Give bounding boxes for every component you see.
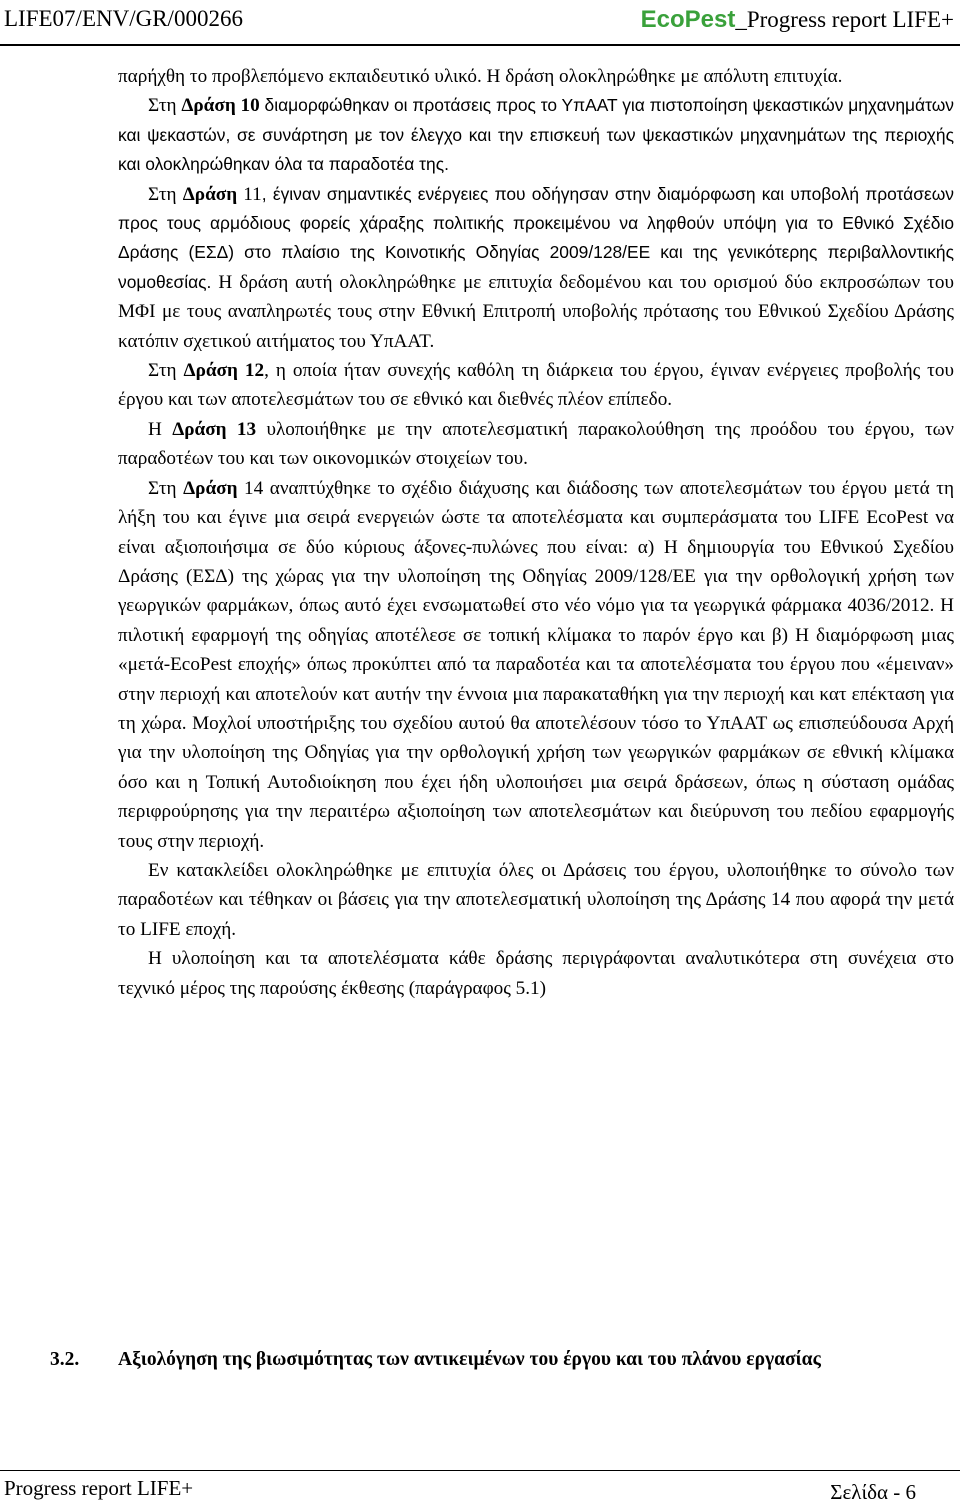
paragraph-action-10: Στη Δράση 10 διαμορφώθηκαν οι προτάσεις προς το ΥπΑΑΤ για πιστοποίηση ψεκαστικών μηχανημάτων και ψεκαστών, σε συνάρτηση με τον έλεγχο και την επισκευή των ψεκαστικών μηχανημάτων της περιοχής και ολοκληρώθηκαν όλα τα παραδοτέα της. [118, 95, 954, 175]
paragraph-intro: παρήχθη το προβλεπόμενο εκπαιδευτικό υλικό. Η δράση ολοκληρώθηκε με απόλυτη επιτυχία. [118, 66, 843, 87]
section-title: Αξιολόγηση της βιωσιμότητας των αντικειμένων του έργου και του πλάνου εργασίας [118, 1349, 821, 1370]
footer-report-title: Progress report LIFE+ [4, 1476, 194, 1500]
brand-name: EcoPest [640, 6, 736, 33]
header-report-title [641, 6, 954, 34]
page-header [0, 0, 960, 46]
paragraph-reference: Η υλοποίηση και τα αποτελέσματα κάθε δράσης περιγράφονται αναλυτικότερα στη συνέχεια στο τεχνικό μέρος της παρούσης έκθεσης (παράγραφος 5.1) [118, 948, 954, 999]
report-suffix: _Progress report LIFE+ [735, 7, 954, 32]
action-12-label: Δράση 12 [183, 360, 265, 382]
body-text [118, 62, 954, 1003]
action-13-label: Δράση 13 [172, 418, 257, 440]
action-11-label: Δράση [182, 183, 238, 205]
paragraph-action-13: Η Δράση 13 υλοποιήθηκε με την αποτελεσματική παρακολούθηση της προόδου του έργου, των παραδοτέων του και των οικονομικών στοιχείων του. [118, 418, 954, 470]
project-code: LIFE07/ENV/GR/000266 [4, 6, 243, 31]
paragraph-action-12: Στη Δράση 12, η οποία ήταν συνεχής καθόλη τη διάρκεια του έργου, έγιναν ενέργειες προβολής του έργου και των αποτελεσμάτων του σε εθνικό και διεθνές πλέον επίπεδο. [118, 360, 954, 411]
paragraph-conclusion: Εν κατακλείδει ολοκληρώθηκε με επιτυχία όλες οι Δράσεις του έργου, υλοποιήθηκε το σύνολο των παραδοτέων και τέθηκαν οι βάσεις για την αποτελεσματική υλοποίηση της Δράσης 14 που αφορά την μετά το LIFE εποχή. [118, 859, 954, 940]
paragraph-action-11: Στη Δράση 11, έγιναν σημαντικές ενέργειες που οδήγησαν στην διαμόρφωση και υποβολή προτάσεων προς τους αρμόδιους φορείς χάραξης πολιτικής προκειμένου να ληφθούν υπόψη για το Εθνικό Σχέδιο Δράσης (ΕΣΔ) στο πλαίσιο της Κοινοτικής Οδηγίας 2009/128/ΕΕ και της γενικότερης περιβαλλοντικής νομοθεσίας. Η δράση αυτή ολοκληρώθηκε με επιτυχία δεδομένου και του ορισμού δύο εκπροσώπων του ΜΦΙ με τους αναπληρωτές τους στην Εθνική Επιτροπή υποβολής πρότασης του Εθνικού Σχεδίου Δράσης κατόπιν σχετικού αιτήματος του ΥπΑΑΤ. [118, 183, 954, 352]
footer-divider [0, 1470, 960, 1471]
section-number: 3.2. [50, 1349, 80, 1370]
page-number: Σελίδα - 6 [830, 1480, 916, 1504]
paragraph-action-14: Στη Δράση 14 αναπτύχθηκε το σχέδιο διάχυσης και διάδοσης των αποτελεσμάτων του έργου μετά τη λήξη του και έγινε μια σειρά ενεργειών ώστε τα αποτελέσματα και συμπεράσματα του LIFE EcoPest να είναι αξιοποιήσιμα σε δύο κύριους άξονες-πυλώνες που είναι: α) Η δημιουργία του Εθνικού Σχεδίου Δράσης (ΕΣΔ) της χώρας για την υλοποίηση της Οδηγίας 2009/128/ΕΕ για την ορθολογική χρήση των γεωργικών φαρμάκων, όπως αυτό έχει ενσωματωθεί στο νέο νόμο για τα γεωργικά φάρμακα 4036/2012. Η πιλοτική εφαρμογή της οδηγίας αποτέλεσε σε τοπική κλίμακα το παρόν έργο και β) Η διαμόρφωση μιας «μετά-EcoPest εποχής» όπως προκύπτει από τα παραδοτέα και τα αποτελέσματα του έργου που «έμειναν» στην περιοχή και αποτελούν κατ αυτήν την έννοια μια παρακαταθήκη για την περιοχή και κατ επέκταση για τη χώρα. Μοχλοί υποστήριξης του σχεδίου αυτού θα αποτελέσουν τόσο το ΥπΑΑΤ ως επισπεύδουσα Αρχή για την υλοποίηση της Οδηγίας για την ορθολογική χρήση των γεωργικών φαρμάκων σε εθνική κλίμακα όσο και η Τοπική Αυτοδιοίκηση που έχει ήδη υλοποιήσει μια σειρά δράσεων, όπως η σύσταση ομάδας περιφρούρησης για την περαιτέρω αξιοποίηση των αποτελεσμάτων και διεύρυνση του πεδίου εφαρμογής τους στην περιοχή. [118, 477, 954, 852]
action-14-label: Δράση [183, 477, 238, 499]
action-10-label: Δράση 10 [181, 95, 260, 117]
header-divider [0, 44, 960, 46]
